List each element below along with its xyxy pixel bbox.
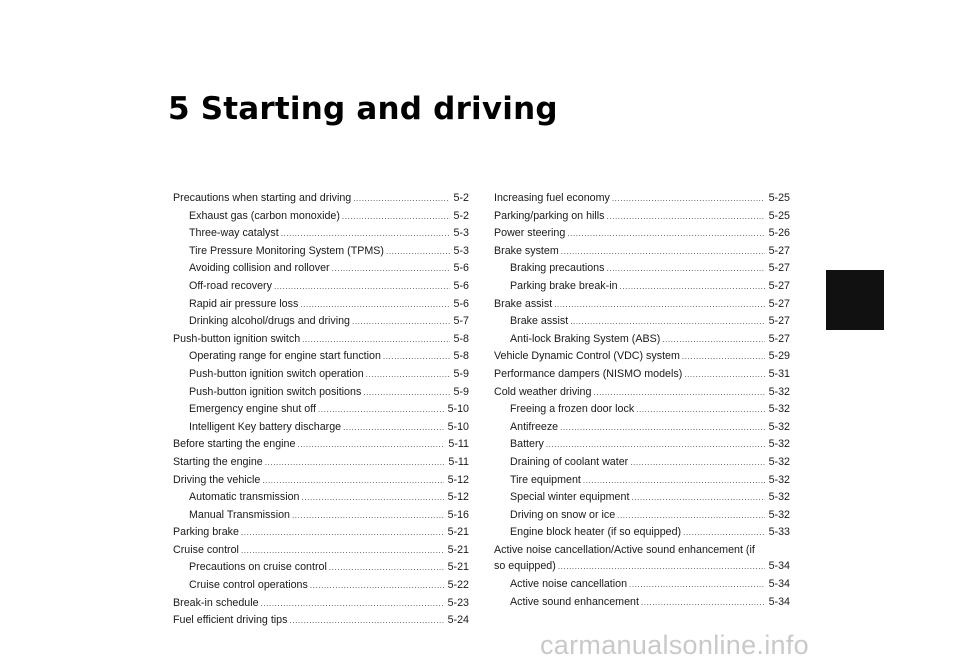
toc-entry[interactable] xyxy=(173,331,469,349)
toc-page-number: 5-21 xyxy=(447,561,469,574)
toc-page-number: 5-32 xyxy=(768,491,790,504)
toc-entry[interactable] xyxy=(494,542,790,576)
toc-page-number: 5-25 xyxy=(768,209,790,222)
toc-entry[interactable] xyxy=(173,595,469,613)
dot-leader xyxy=(558,559,765,576)
toc-page-number: 5-9 xyxy=(453,385,469,398)
dot-leader xyxy=(265,455,445,472)
dot-leader xyxy=(554,297,764,314)
toc-subentry[interactable] xyxy=(173,225,469,243)
toc-entry[interactable] xyxy=(173,454,469,472)
toc-page-number: 5-34 xyxy=(768,595,790,608)
toc-entry-title: Battery xyxy=(510,438,544,451)
toc-entry-title: Active noise cancellation xyxy=(510,578,628,591)
toc-entry-title: Power steering xyxy=(494,227,566,240)
toc-entry-title: Active sound enhancement xyxy=(510,595,639,608)
toc-entry-title: Antifreeze xyxy=(510,420,559,433)
toc-subentry[interactable] xyxy=(173,419,469,437)
dot-leader xyxy=(567,226,764,243)
dot-leader xyxy=(561,244,765,261)
toc-entry-title: Parking/parking on hills xyxy=(494,209,605,222)
toc-page-number: 5-6 xyxy=(453,297,469,310)
toc-page-number: 5-32 xyxy=(768,385,790,398)
dot-leader xyxy=(301,490,443,507)
toc-page-number: 5-27 xyxy=(768,332,790,345)
toc-entry[interactable] xyxy=(494,366,790,384)
toc-subentry[interactable] xyxy=(173,577,469,595)
toc-page-number: 5-32 xyxy=(768,455,790,468)
dot-leader xyxy=(261,596,444,613)
watermark: carmanualsonline.info xyxy=(540,630,809,660)
toc-subentry[interactable] xyxy=(173,348,469,366)
toc-subentry[interactable] xyxy=(494,260,790,278)
dot-leader xyxy=(682,349,765,366)
dot-leader xyxy=(281,226,450,243)
toc-entry-title: Parking brake xyxy=(173,526,239,539)
toc-page-number: 5-27 xyxy=(768,279,790,292)
toc-subentry[interactable] xyxy=(173,278,469,296)
dot-leader xyxy=(274,279,450,296)
dot-leader xyxy=(617,508,764,525)
toc-entry-title: Three-way catalyst xyxy=(189,227,279,240)
dot-leader xyxy=(684,367,764,384)
toc-page-number: 5-10 xyxy=(447,420,469,433)
toc-subentry[interactable] xyxy=(173,296,469,314)
toc-entry[interactable] xyxy=(494,296,790,314)
toc-entry-title: Emergency engine shut off xyxy=(189,403,316,416)
toc-page-number: 5-32 xyxy=(768,403,790,416)
toc-entry-title: Exhaust gas (carbon monoxide) xyxy=(189,209,340,222)
toc-entry-title: Automatic transmission xyxy=(189,491,300,504)
toc-entry-title: Vehicle Dynamic Control (VDC) system xyxy=(494,350,680,363)
dot-leader xyxy=(593,385,764,402)
toc-entry-title: Intelligent Key battery discharge xyxy=(189,420,342,433)
dot-leader xyxy=(641,595,765,612)
toc-page-number: 5-6 xyxy=(453,262,469,275)
toc-entry-title: Precautions on cruise control xyxy=(189,561,327,574)
chapter-tab-marker xyxy=(826,270,884,330)
toc-page-number: 5-27 xyxy=(768,297,790,310)
toc-page-number: 5-10 xyxy=(447,403,469,416)
toc-entry-title: Manual Transmission xyxy=(189,508,290,521)
toc-subentry[interactable] xyxy=(494,576,790,594)
dot-leader xyxy=(607,209,765,226)
toc-entry-title: Anti-lock Braking System (ABS) xyxy=(510,332,661,345)
toc-entry-title: Push-button ignition switch operation xyxy=(189,367,364,380)
toc-entry[interactable] xyxy=(494,208,790,226)
dot-leader xyxy=(629,577,765,594)
toc-entry-title: Drinking alcohol/drugs and driving xyxy=(189,315,350,328)
toc-entry-title: Freeing a frozen door lock xyxy=(510,403,635,416)
toc-page-number: 5-34 xyxy=(768,578,790,591)
toc-entry-title: Tire Pressure Monitoring System (TPMS) xyxy=(189,244,384,257)
toc-page-number: 5-25 xyxy=(768,192,790,204)
toc-page-number: 5-22 xyxy=(447,579,469,592)
toc-column-left xyxy=(173,190,469,630)
toc-subentry[interactable] xyxy=(173,208,469,226)
toc-subentry[interactable] xyxy=(494,313,790,331)
toc-page-number: 5-3 xyxy=(453,244,469,257)
toc-entry-title: Tire equipment xyxy=(510,473,581,486)
toc-page-number: 5-8 xyxy=(453,332,469,345)
toc-subentry[interactable] xyxy=(494,594,790,612)
toc-subentry[interactable] xyxy=(494,278,790,296)
toc-column-right xyxy=(494,190,790,611)
dot-leader xyxy=(343,420,444,437)
toc-entry-title: Off-road recovery xyxy=(189,279,272,292)
toc-page-number: 5-27 xyxy=(768,244,790,257)
dot-leader xyxy=(383,349,450,366)
toc-subentry[interactable] xyxy=(494,454,790,472)
dot-leader xyxy=(241,543,444,560)
toc-subentry[interactable] xyxy=(173,366,469,384)
toc-page-number: 5-2 xyxy=(453,192,469,204)
toc-subentry[interactable] xyxy=(494,472,790,490)
dot-leader xyxy=(606,261,764,278)
toc-entry-title: Cold weather driving xyxy=(494,385,592,398)
toc-page-number: 5-12 xyxy=(447,473,469,486)
dot-leader xyxy=(332,261,450,278)
toc-subentry[interactable] xyxy=(173,243,469,261)
toc-entry-title: Fuel efficient driving tips xyxy=(173,614,288,627)
toc-page-number: 5-3 xyxy=(453,227,469,240)
toc-page-number: 5-9 xyxy=(453,367,469,380)
toc-entry[interactable] xyxy=(173,436,469,454)
toc-page-number: 5-16 xyxy=(447,508,469,521)
toc-entry-title: Braking precautions xyxy=(510,262,605,275)
toc-subentry[interactable] xyxy=(494,436,790,454)
dot-leader xyxy=(352,314,450,331)
dot-leader xyxy=(620,279,765,296)
dot-leader xyxy=(631,490,764,507)
dot-leader xyxy=(630,455,764,472)
toc-page-number: 5-8 xyxy=(453,350,469,363)
toc-entry-title: Before starting the engine xyxy=(173,438,296,451)
toc-subentry[interactable] xyxy=(494,419,790,437)
toc-entry-title: Push-button ignition switch xyxy=(173,332,301,345)
toc-entry[interactable] xyxy=(173,542,469,560)
toc-subentry[interactable] xyxy=(173,559,469,577)
toc-entry[interactable] xyxy=(494,190,790,208)
dot-leader xyxy=(560,420,764,437)
toc-subentry[interactable] xyxy=(173,401,469,419)
toc-entry[interactable] xyxy=(173,472,469,490)
toc-entry-title: Special winter equipment xyxy=(510,491,630,504)
toc-entry[interactable] xyxy=(494,384,790,402)
toc-page-number: 5-21 xyxy=(447,543,469,556)
toc-entry-title: Avoiding collision and rollover xyxy=(189,262,330,275)
toc-page-number: 5-12 xyxy=(447,491,469,504)
toc-page-number: 5-11 xyxy=(448,438,469,451)
toc-entry-title: Draining of coolant water xyxy=(510,455,629,468)
dot-leader xyxy=(297,437,444,454)
toc-subentry[interactable] xyxy=(494,489,790,507)
toc-subentry[interactable] xyxy=(494,524,790,542)
toc-entry[interactable] xyxy=(494,243,790,261)
toc-subentry[interactable] xyxy=(173,384,469,402)
toc-page-number: 5-32 xyxy=(768,473,790,486)
toc-entry-title: Precautions when starting and driving xyxy=(173,192,352,204)
dot-leader xyxy=(636,402,764,419)
toc-entry-title: Brake system xyxy=(494,244,559,257)
toc-entry-title: Performance dampers (NISMO models) xyxy=(494,367,683,380)
toc-entry-title: Driving on snow or ice xyxy=(510,508,616,521)
toc-entry-title: Break-in schedule xyxy=(173,596,259,609)
toc-page-number: 5-32 xyxy=(768,420,790,433)
toc-subentry[interactable] xyxy=(173,489,469,507)
dot-leader xyxy=(342,209,450,226)
toc-entry-title: Driving the vehicle xyxy=(173,473,261,486)
toc-entry-title-cont: so equipped) xyxy=(494,560,556,573)
toc-page-number: 5-32 xyxy=(768,508,790,521)
dot-leader xyxy=(329,560,444,577)
toc-entry-title: Cruise control xyxy=(173,543,239,556)
toc-entry-title: Parking brake break-in xyxy=(510,279,618,292)
toc-entry-title: Rapid air pressure loss xyxy=(189,297,299,310)
dot-leader xyxy=(241,525,444,542)
toc-entry-title: Push-button ignition switch positions xyxy=(189,385,362,398)
toc-entry-title: Increasing fuel economy xyxy=(494,192,610,204)
toc-subentry[interactable] xyxy=(173,260,469,278)
dot-leader xyxy=(583,473,765,490)
toc-entry[interactable] xyxy=(173,612,469,630)
toc-entry-title: Active noise cancellation/Active sound enhancement (if xyxy=(494,543,755,556)
dot-leader xyxy=(310,578,444,595)
toc-subentry[interactable] xyxy=(494,507,790,525)
toc-entry[interactable] xyxy=(494,225,790,243)
dot-leader xyxy=(300,297,449,314)
dot-leader xyxy=(289,613,443,630)
dot-leader xyxy=(353,191,449,208)
toc-page-number: 5-29 xyxy=(768,350,790,363)
chapter-title: 5 Starting and driving xyxy=(168,91,558,127)
dot-leader xyxy=(262,473,443,490)
toc-page-number: 5-7 xyxy=(453,315,469,328)
toc-page-number: 5-24 xyxy=(447,614,469,627)
toc-entry-title: Brake assist xyxy=(494,297,553,310)
toc-page-number: 5-34 xyxy=(768,560,790,573)
toc-page-number: 5-33 xyxy=(768,526,790,539)
toc-page-number: 5-23 xyxy=(447,596,469,609)
toc-entry[interactable] xyxy=(173,524,469,542)
toc-entry-title: Operating range for engine start function xyxy=(189,350,381,363)
toc-page-number: 5-21 xyxy=(447,526,469,539)
dot-leader xyxy=(570,314,764,331)
toc-page-number: 5-31 xyxy=(768,367,790,380)
dot-leader xyxy=(662,332,764,349)
dot-leader xyxy=(318,402,444,419)
dot-leader xyxy=(612,191,765,208)
toc-page-number: 5-27 xyxy=(768,315,790,328)
dot-leader xyxy=(292,508,444,525)
toc-entry[interactable] xyxy=(173,190,469,208)
dot-leader xyxy=(546,437,765,454)
dot-leader xyxy=(683,525,764,542)
toc-entry[interactable] xyxy=(494,348,790,366)
toc-page-number: 5-11 xyxy=(448,455,469,468)
toc-subentry[interactable] xyxy=(494,331,790,349)
toc-page-number: 5-2 xyxy=(453,209,469,222)
dot-leader xyxy=(302,332,449,349)
toc-page-number: 5-6 xyxy=(453,279,469,292)
toc-entry-title: Starting the engine xyxy=(173,455,263,468)
dot-leader xyxy=(366,367,450,384)
dot-leader xyxy=(386,244,450,261)
toc-page-number: 5-26 xyxy=(768,227,790,240)
toc-subentry[interactable] xyxy=(173,507,469,525)
toc-page-number: 5-32 xyxy=(768,438,790,451)
toc-entry-title: Cruise control operations xyxy=(189,579,308,592)
toc-subentry[interactable] xyxy=(494,401,790,419)
toc-entry-title: Engine block heater (if so equipped) xyxy=(510,526,682,539)
toc-subentry[interactable] xyxy=(173,313,469,331)
toc-entry-title: Brake assist xyxy=(510,315,569,328)
toc-page-number: 5-27 xyxy=(768,262,790,275)
dot-leader xyxy=(363,385,449,402)
